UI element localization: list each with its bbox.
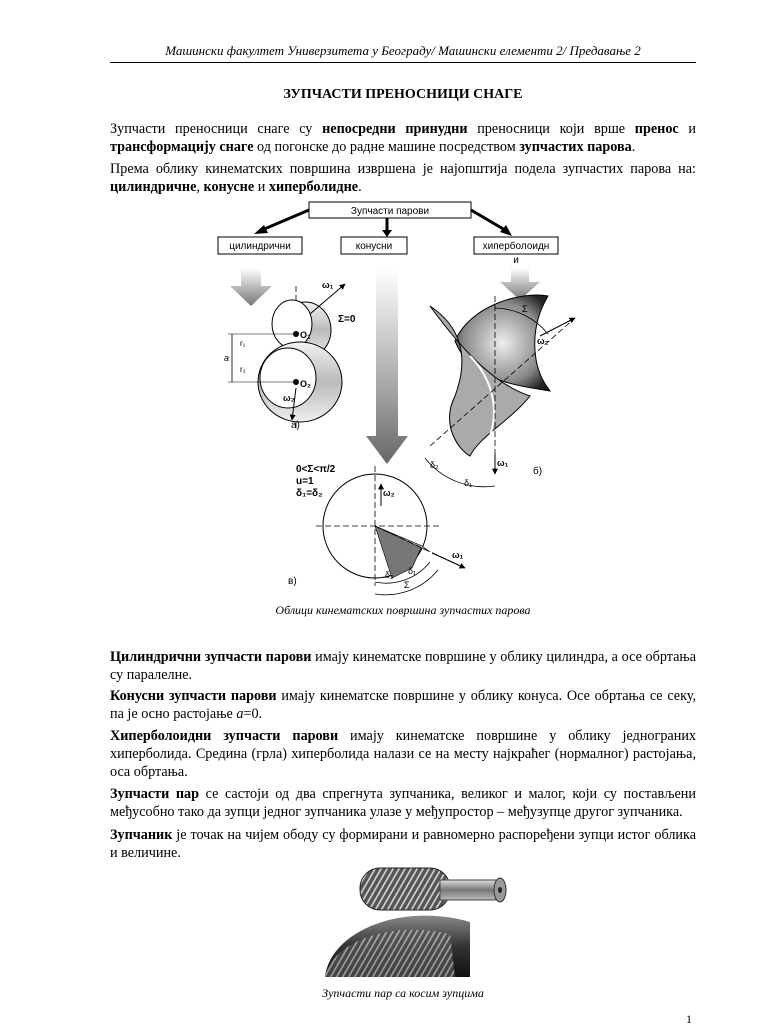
subfigure-b-label: б) [533, 466, 543, 477]
radius-r1: r₁ [240, 339, 246, 348]
helical-gear-pair-image [0, 862, 768, 982]
tree-branch [471, 210, 505, 230]
omega2-label-a: ω₂ [283, 393, 295, 403]
omega2-label-v: ω₂ [383, 488, 395, 498]
classification-tree [218, 202, 558, 266]
paragraph-gear-pair: Зупчасти пар се састоји од два спрегнута зупчаника, великог и малог, који су постављени међусобно тако да зупци једног зупчаника улазе у међупростор – међузупце другог зупчаника. [110, 786, 696, 820]
delta2-label-v: δ₂ [385, 570, 394, 580]
tree-hyperboloid-label-cont: и [513, 255, 519, 266]
delta1-label-v: δ₁ [408, 566, 417, 576]
subfigure-v-label: в) [288, 576, 297, 587]
page-title: ЗУПЧАСТИ ПРЕНОСНИЦИ СНАГЕ [283, 87, 523, 102]
paragraph-intro: Зупчасти преносници снаге су непосредни принудни преносници који врше пренос и трансформацију снаге од погонске до радне машине посредством зупчастих парова. [110, 121, 697, 155]
paragraph-conical: Конусни зупчасти парови имају кинематске површине у облику конуса. Осе обртања се секу, па је осно растојање a=0. [110, 688, 697, 722]
subfigure-a-label: а) [291, 420, 300, 431]
figure2-caption: Зупчасти пар са косим зупцима [322, 986, 484, 1000]
center-o1-label: O₁ [300, 330, 311, 340]
conical-pair-drawing [288, 464, 465, 595]
sigma-label-v: Σ [404, 580, 410, 590]
center-o2-label: O₂ [300, 379, 311, 389]
condition-delta: δ₁=δ₂ [296, 488, 323, 499]
paragraph-gear: Зупчаник је точак на чијем ободу су формирани и равномерно распоређени зупци истог облика и величине. [110, 827, 696, 861]
tree-branch-arrow [254, 225, 268, 234]
figure1-caption: Облици кинематских површина зупчастих парова [275, 603, 531, 617]
paragraph-hyperboloid: Хиперболоидни зупчасти парови имају кинематске површине у облику једнограних хиперболида. Средина (грла) хиперболида налази се на месту најкраћег (нормалног) растојања, оса обртања. [110, 728, 696, 780]
tree-branch [262, 210, 309, 230]
cylindrical-down-arrow [230, 268, 272, 306]
tree-root-label: Зупчасти парови [350, 206, 430, 217]
conical-down-arrow [366, 268, 408, 464]
running-header: Машински факултет Универзитета у Београду/ Машински елементи 2/ Предавање 2 [165, 43, 641, 58]
axis-distance-a: a [224, 353, 230, 363]
cylindrical-pair-drawing [224, 280, 356, 431]
page-number: 1 [686, 1012, 692, 1026]
tree-cylindrical-label: цилиндрични [229, 241, 291, 252]
omega1-label-v: ω₁ [452, 550, 464, 560]
tree-conical-label: конусни [355, 241, 393, 252]
paragraph-cylindrical: Цилиндрични зупчасти парови имају кинематске површине у облику цилиндра, а осе обртања су паралелне. [110, 649, 696, 683]
header-rule [110, 62, 696, 63]
condition-u: u=1 [296, 476, 314, 487]
kinematic-surfaces-figure [0, 196, 768, 616]
sigma-label-b: Σ [522, 304, 528, 314]
radius-r2: r₂ [240, 365, 246, 374]
omega1-label-a: ω₁ [322, 280, 334, 290]
omega1-label-b: ω₁ [497, 458, 509, 468]
tree-branch-arrow [382, 230, 392, 237]
delta2-label-b: δ₂ [430, 460, 439, 470]
paragraph-classification: Према облику кинематских површина извршена је најопштија подела зупчастих парова на: цилиндричне, конусне и хиперболидне. [110, 161, 696, 195]
delta1-label-b: δ₁ [464, 478, 473, 488]
condition-sigma: 0<Σ<π/2 [296, 464, 336, 475]
tree-hyperboloid-label: хиперболоидн [482, 241, 550, 252]
hyperboloid-pair-drawing [425, 295, 575, 488]
sigma-zero-label: Σ=0 [338, 314, 356, 325]
omega2-label-b: ω₂ [537, 336, 549, 346]
